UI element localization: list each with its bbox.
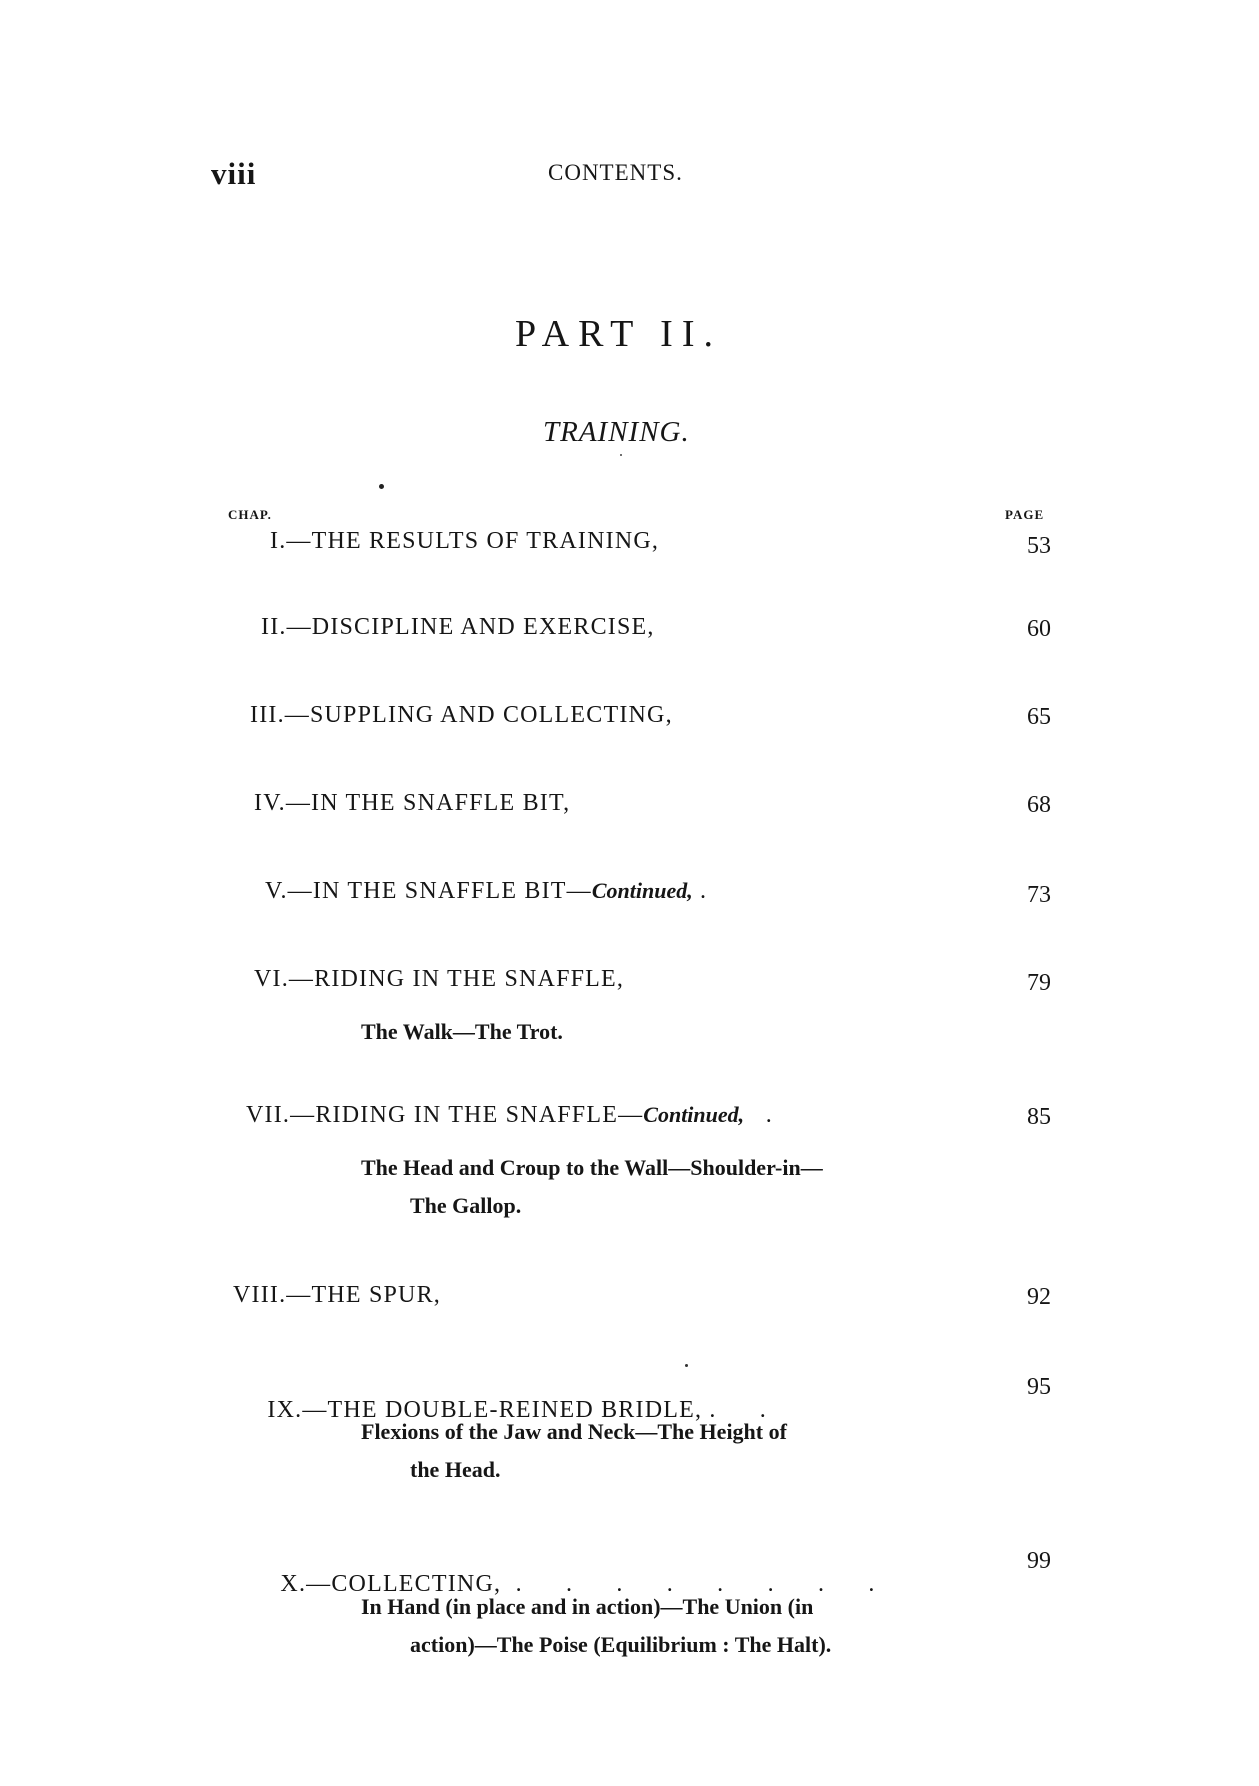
toc-entry-subtopic: The Head and Croup to the Wall—Shoulder-in—	[361, 1155, 823, 1180]
entry-title-text: VII.—RIDING IN THE SNAFFLE—	[246, 1102, 644, 1128]
running-title: CONTENTS.	[548, 160, 683, 185]
toc-entry-page: 85	[1027, 1104, 1051, 1130]
entry-leader: .	[692, 878, 708, 904]
toc-entry-page: 60	[1027, 616, 1051, 642]
section-title: TRAINING.	[543, 416, 690, 448]
entry-title-text: IX.—THE DOUBLE-REINED BRIDLE, . .	[267, 1397, 767, 1423]
part-heading: PART II.	[515, 313, 722, 355]
chap-column-heading: CHAP.	[228, 507, 272, 522]
folio-number: viii	[211, 156, 257, 191]
entry-leader: .	[744, 1102, 773, 1128]
print-speck	[685, 1364, 688, 1367]
entry-title-text: III.—SUPPLING AND COLLECTING,	[250, 702, 673, 728]
toc-entry-title	[254, 790, 570, 817]
toc-entry-title	[250, 702, 673, 729]
entry-title-text: V.—IN THE SNAFFLE BIT—	[265, 878, 592, 904]
toc-entry-page: 73	[1027, 882, 1051, 908]
toc-entry-page: 65	[1027, 704, 1051, 730]
toc-entry-subtopic: The Gallop.	[410, 1193, 522, 1218]
toc-entry-title	[246, 1102, 773, 1129]
entry-title-text: IV.—IN THE SNAFFLE BIT,	[254, 790, 571, 816]
toc-entry-title	[233, 1282, 441, 1309]
toc-entry-title	[254, 966, 624, 993]
toc-entry-title	[253, 1370, 767, 1424]
toc-entry-page: 95	[1027, 1374, 1051, 1400]
toc-entry-subtopic: In Hand (in place and in action)—The Union (in	[361, 1594, 814, 1619]
continued-label: Continued,	[643, 1102, 745, 1127]
entry-title-text: VI.—RIDING IN THE SNAFFLE,	[254, 966, 625, 992]
entry-title-text: II.—DISCIPLINE AND EXERCISE,	[261, 614, 655, 640]
toc-entry-subtopic: Flexions of the Jaw and Neck—The Height of	[361, 1419, 787, 1444]
entry-title-text: I.—THE RESULTS OF TRAINING,	[270, 528, 660, 554]
entry-title-text: X.—COLLECTING, . . . . . . . .	[280, 1571, 876, 1597]
toc-entry-subtopic: action)—The Poise (Equilibrium : The Halt).	[410, 1632, 832, 1657]
toc-entry-page: 99	[1027, 1548, 1051, 1574]
toc-entry-title	[270, 528, 659, 555]
toc-entry-subtopic: the Head.	[410, 1457, 501, 1482]
print-speck	[379, 484, 384, 489]
toc-entry-title	[265, 878, 707, 905]
toc-entry-subtopic: The Walk—The Trot.	[361, 1019, 563, 1044]
toc-entry-page: 79	[1027, 970, 1051, 996]
toc-entry-page: 68	[1027, 792, 1051, 818]
toc-entry-page: 92	[1027, 1284, 1051, 1310]
continued-label: Continued,	[591, 878, 693, 903]
toc-entry-title	[266, 1544, 876, 1598]
toc-entry-page: 53	[1027, 533, 1051, 559]
entry-title-text: VIII.—THE SPUR,	[233, 1282, 441, 1308]
print-speck	[620, 454, 622, 456]
toc-entry-title	[261, 614, 655, 641]
page-column-heading: PAGE	[1005, 507, 1045, 522]
